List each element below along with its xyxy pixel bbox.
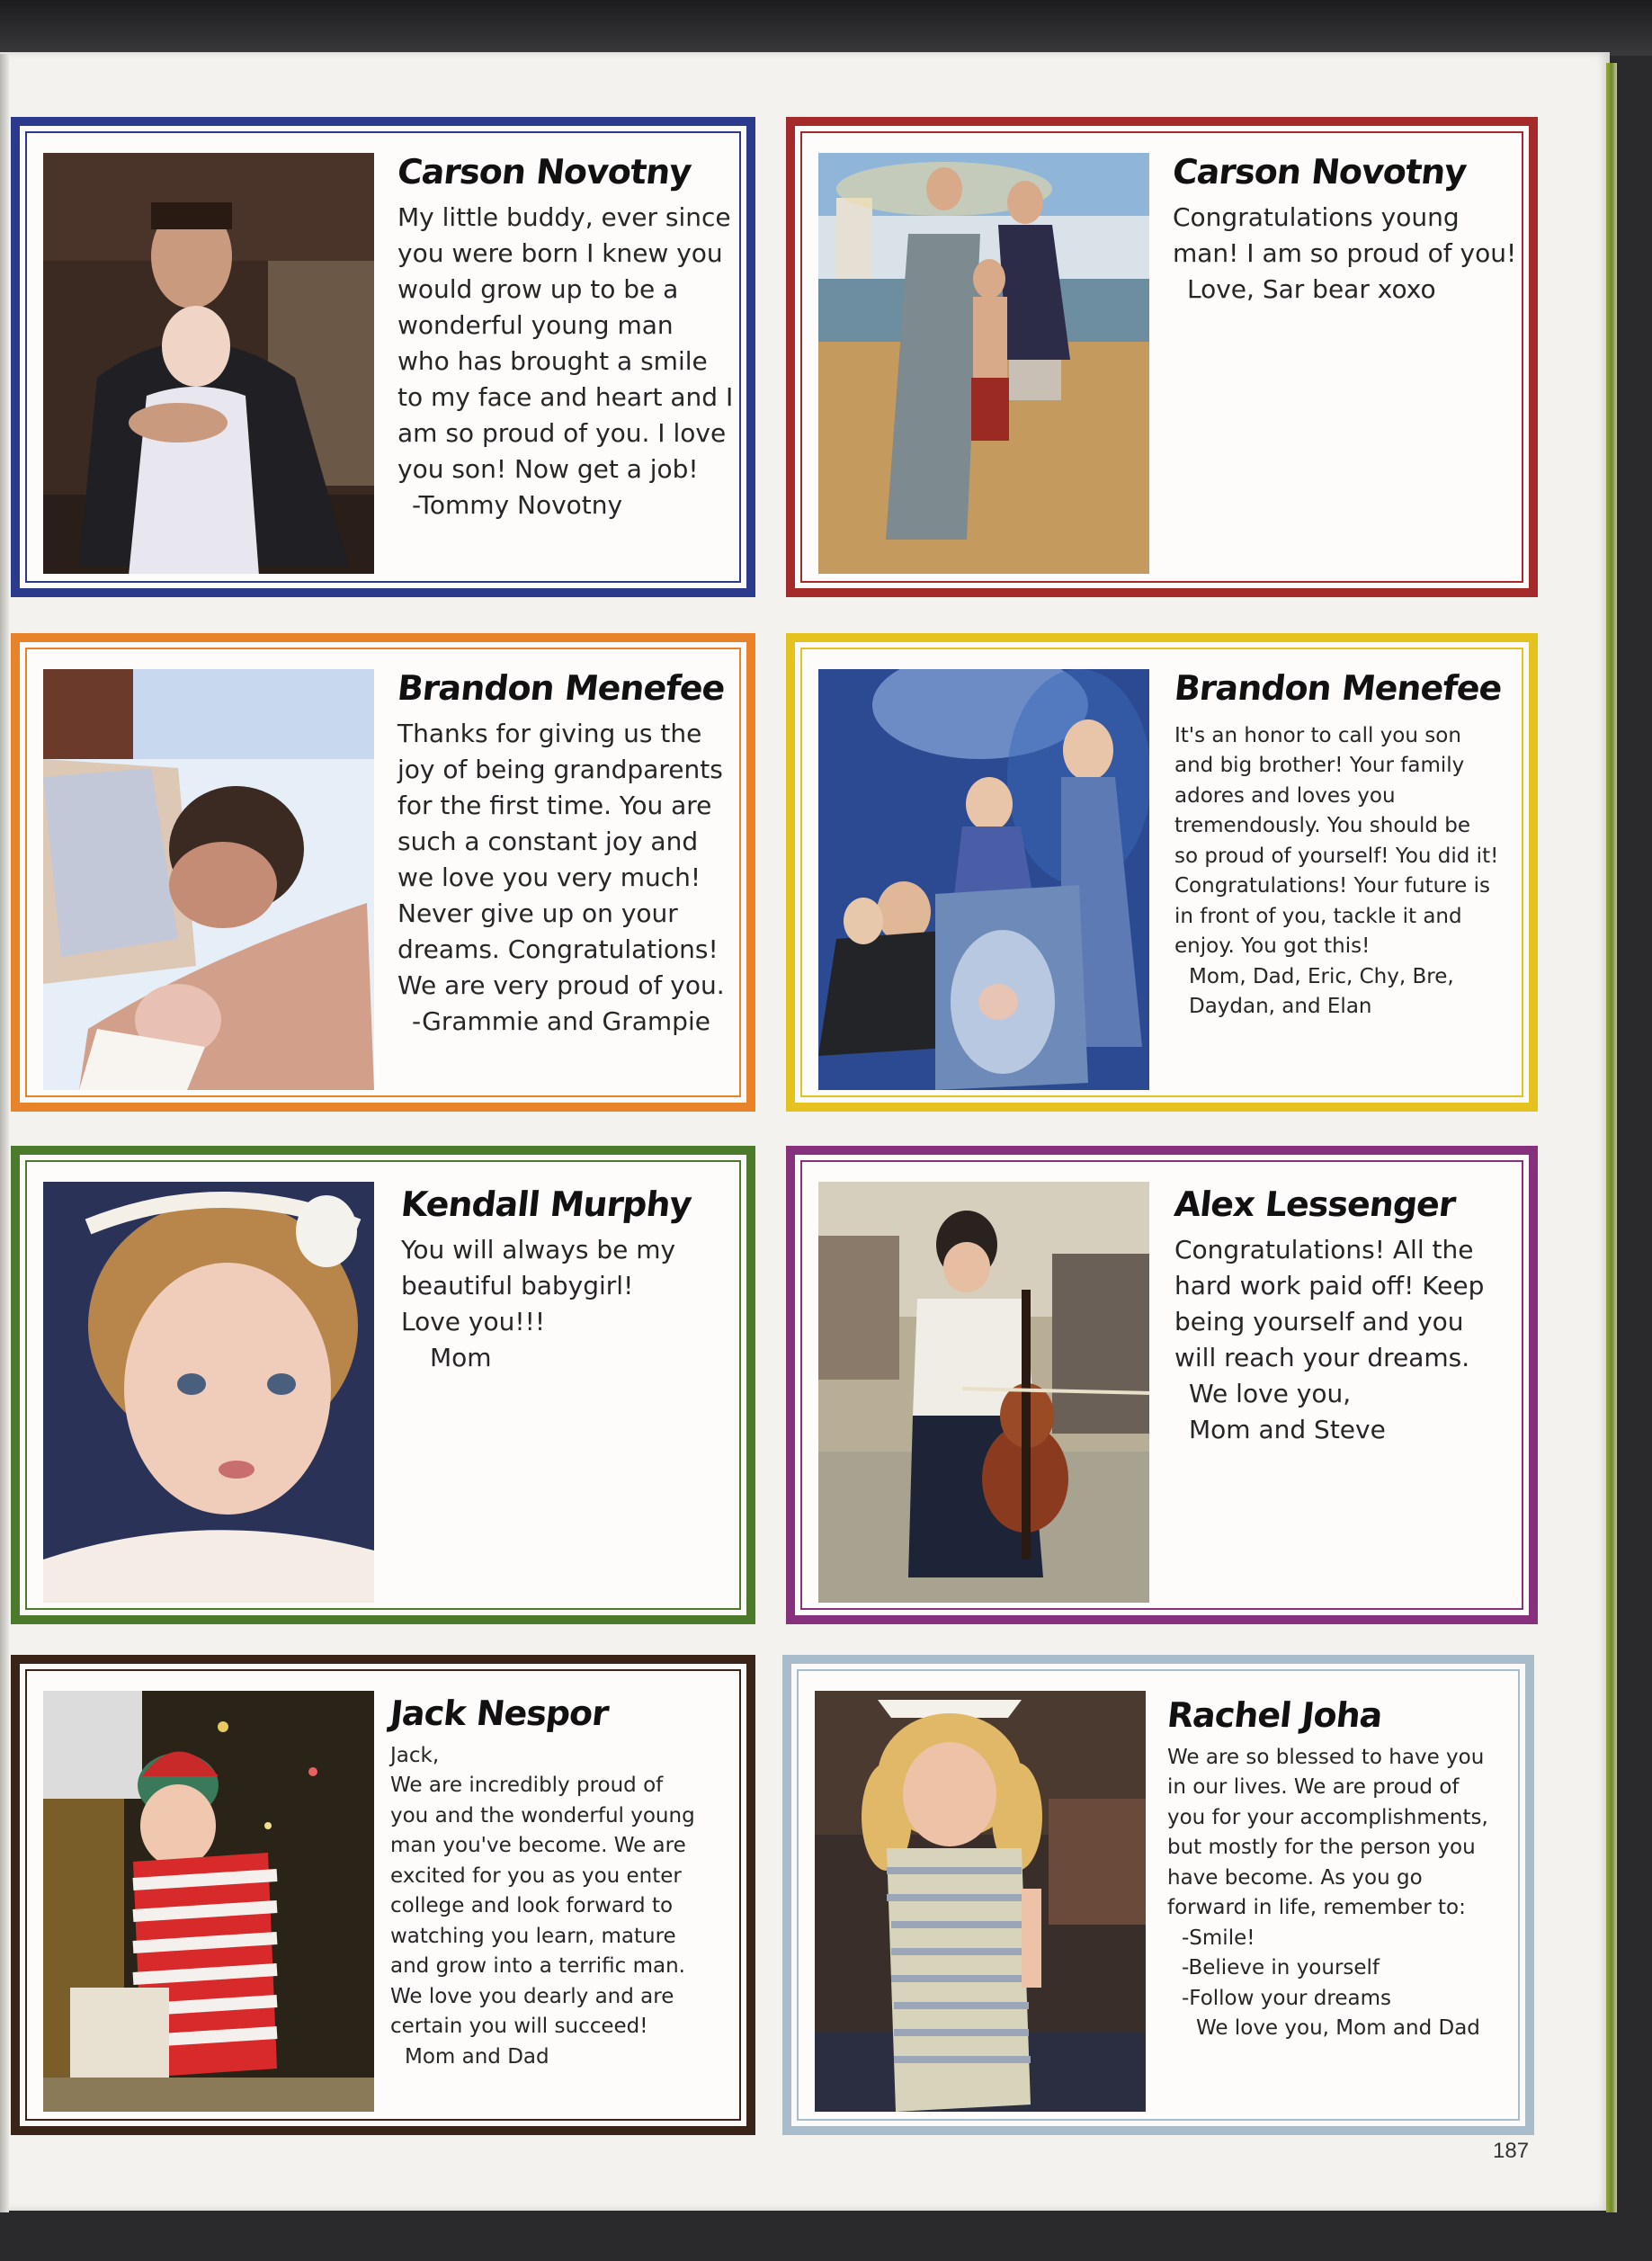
message-line: adores and loves you [1174,783,1396,808]
card-text [1167,1696,1516,2117]
message-line: in our lives. We are proud of [1167,1775,1460,1800]
ad-card-kendall-murphy [11,1146,755,1624]
message-line: am so proud of you. I love [397,417,727,448]
message-list-item: -Smile! [1182,1926,1255,1950]
student-name: Carson Novotny [1170,152,1469,192]
message-line: and big brother! Your family [1174,754,1465,778]
toddler-girl-with-headband-photo [43,1182,374,1603]
card-text [390,1694,737,2117]
message-line: you son! Now get a job! [397,453,699,484]
message-line: will reach your dreams. [1174,1342,1470,1372]
ad-card-carson-novotny-2 [786,117,1538,597]
message-line: Congratulations! All the [1174,1234,1474,1265]
message-line: who has brought a smile [397,345,708,376]
message-line: watching you learn, mature [390,1924,676,1948]
scan-top-shadow [0,0,1652,56]
card-text [1170,152,1520,579]
toddler-in-striped-pajamas-photo [43,1691,374,2112]
message-signature: Mom and Dad [405,2044,549,2069]
message-line: such a constant joy and [397,826,699,856]
message-line: joy of being grandparents [397,754,723,784]
student-name: Brandon Menefee [395,668,727,708]
boy-playing-cello-photo [818,1182,1149,1603]
message-line: Love you!!! [401,1306,546,1336]
message-line: you were born I knew you [397,237,723,268]
message-line: man! I am so proud of you! [1173,237,1517,268]
message-signature: -Tommy Novotny [412,489,623,520]
card-text [397,153,737,579]
message-signature: Daydan, and Elan [1189,995,1372,1019]
ad-card-alex-lessenger [786,1146,1538,1624]
message-line: Congratulations young [1173,201,1460,232]
father-holding-baby-photo [43,153,374,574]
student-name: Kendall Murphy [398,1184,693,1224]
message [401,1232,737,1376]
message-line: We love you dearly and are [390,1984,674,2008]
message-line: and grow into a terrific man. [390,1954,685,1979]
message-line: dreams. Congratulations! [397,934,719,964]
message-line: wonderful young man [397,309,674,340]
ad-card-brandon-menefee-1 [11,633,755,1112]
student-name: Rachel Joha [1165,1695,1384,1735]
grandparent-with-newborn-photo [43,669,374,1090]
message-line: certain you will succeed! [390,2015,648,2039]
message [397,200,737,523]
message-line: but mostly for the person you [1167,1836,1476,1860]
message-line: forward in life, remember to: [1167,1896,1466,1920]
message-line: beautiful babygirl! [401,1270,634,1300]
message-line: in front of you, tackle it and [1174,904,1462,928]
message [1174,1232,1520,1448]
message-line: We are incredibly proud of [390,1774,664,1798]
message [1173,200,1520,308]
message-line: enjoy. You got this! [1174,934,1371,959]
message-line: Thanks for giving us the [397,718,702,748]
message-line: man you've become. We are [390,1834,686,1858]
student-name: Jack Nespor [388,1694,611,1733]
message-line: for the first time. You are [397,790,712,820]
message-list-item: -Believe in yourself [1182,1956,1380,1980]
page-number: 187 [1493,2139,1530,2163]
message-line: would grow up to be a [397,273,679,304]
ad-card-brandon-menefee-2 [786,633,1538,1112]
ad-card-jack-nespor [11,1655,755,2135]
student-name: Carson Novotny [395,152,693,192]
message-signature: Mom [430,1342,492,1372]
message-signature: We love you, Mom and Dad [1196,2016,1480,2041]
message-line: It's an honor to call you son [1174,723,1461,747]
message-list-item: -Follow your dreams [1182,1986,1391,2010]
message-line: Congratulations! Your future is [1174,874,1490,898]
message-line: excited for you as you enter [390,1863,682,1888]
message-line: have become. As you go [1167,1865,1423,1890]
message [397,716,737,1040]
page-left-edge [0,54,9,2212]
card-text [397,669,737,1094]
card-text [1174,669,1520,1094]
message-line: Never give up on your [397,898,678,928]
message-line: My little buddy, ever since [397,201,731,232]
message-line: college and look forward to [390,1894,674,1918]
siblings-with-baby-stroller-photo [818,669,1149,1090]
message [1167,1743,1516,2044]
message-line: you and the wonderful young [390,1803,695,1828]
message-line: to my face and heart and I [397,381,734,412]
card-text [398,1184,737,1606]
message-signature: Love, Sar bear xoxo [1187,273,1436,304]
message-line: tremendously. You should be [1174,814,1471,838]
message-line: hard work paid off! Keep [1174,1270,1485,1300]
message-signature: Mom, Dad, Eric, Chy, Bre, [1189,964,1454,988]
ad-card-carson-novotny-1 [11,117,755,597]
message-line: You will always be my [401,1234,676,1265]
message-line: We are so blessed to have you [1167,1745,1485,1769]
message-line: you for your accomplishments, [1167,1805,1488,1829]
message-line: so proud of yourself! You did it! [1174,844,1499,868]
message-signature: We love you, [1189,1378,1352,1408]
message-line: We are very proud of you. [397,970,725,1000]
family-on-beach-photo [818,153,1149,574]
card-text [1174,1185,1520,1606]
message [390,1741,737,2073]
girl-with-pigtails-photo [815,1691,1146,2112]
ad-card-rachel-joha [782,1655,1534,2135]
message-signature: -Grammie and Grampie [412,1005,710,1036]
message-line: we love you very much! [397,862,701,892]
page-right-edge [1606,63,1617,2212]
message-signature: Mom and Steve [1189,1414,1386,1444]
student-name: Brandon Menefee [1172,668,1504,708]
message [1174,721,1520,1023]
message-line: being yourself and you [1174,1306,1464,1336]
student-name: Alex Lessenger [1172,1184,1458,1224]
message-line: Jack, [390,1743,440,1767]
